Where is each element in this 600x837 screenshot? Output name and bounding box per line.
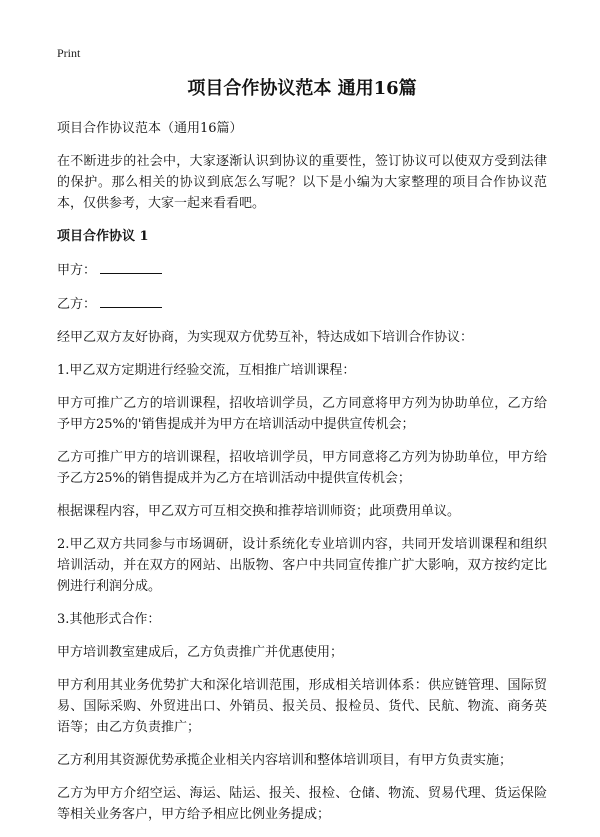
party-a-label: 甲方： [57, 263, 97, 278]
section-heading: 项目合作协议 1 [57, 229, 149, 244]
document-title: 项目合作协议范本 通用16篇 [187, 78, 417, 99]
party-b-blank [100, 293, 162, 308]
paragraph: 1.甲乙双方定期进行经验交流，互相推广培训课程： [57, 363, 356, 378]
party-b-label: 乙方： [57, 297, 97, 312]
party-a-line [57, 259, 547, 281]
party-b-line [57, 293, 547, 315]
paragraph: 3.其他形式合作： [57, 612, 161, 627]
paragraph: 甲方培训教室建成后，乙方负责推广并优惠使用； [57, 645, 344, 660]
paragraph: 根据课程内容，甲乙双方可互相交换和推荐培训师资；此项费用单议。 [57, 504, 461, 519]
paragraph: 乙方可推广甲方的培训课程，招收培训学员，甲方同意将乙方列为协助单位，甲方给予乙方25%的销售提成并为乙方在培训活动中提供宣传机会； [57, 450, 547, 486]
paragraph: 经甲乙双方友好协商，为实现双方优势互补，特达成如下培训合作协议： [57, 330, 474, 345]
paragraph: 乙方利用其资源优势承揽企业相关内容培训和整体培训项目，有甲方负责实施； [57, 753, 513, 768]
intro-paragraph: 在不断进步的社会中，大家逐渐认识到协议的重要性，签订协议可以使双方受到法律的保护。那么相关的协议到底怎么写呢？以下是小编为大家整理的项目合作协议范本，仅供参考，大家一起来看看吧。 [57, 154, 547, 211]
paragraph: 2.甲乙双方共同参与市场调研，设计系统化专业培训内容，共同开发培训课程和组织培训活动，并在双方的网站、出版物、客户中共同宣传推广扩大影响，双方按约定比例进行利润分成。 [57, 537, 547, 594]
party-a-blank [100, 259, 162, 274]
paragraph: 甲方利用其业务优势扩大和深化培训范围，形成相关培训体系：供应链管理、国际贸易、国际采购、外贸进出口、外销员、报关员、报检员、货代、民航、物流、商务英语等；由乙方负责推广； [57, 678, 547, 735]
document-subtitle: 项目合作协议范本（通用16篇） [57, 121, 243, 136]
paragraph: 甲方可推广乙方的培训课程，招收培训学员，乙方同意将甲方列为协助单位，乙方给予甲方25%的'销售提成并为甲方在培训活动中提供宣传机会； [57, 396, 547, 432]
print-link[interactable]: Print [57, 46, 81, 60]
paragraph: 乙方为甲方介绍空运、海运、陆运、报关、报检、仓储、物流、贸易代理、货运保险等相关业务客户，甲方给予相应比例业务提成； [57, 786, 547, 822]
document-page [57, 74, 547, 837]
